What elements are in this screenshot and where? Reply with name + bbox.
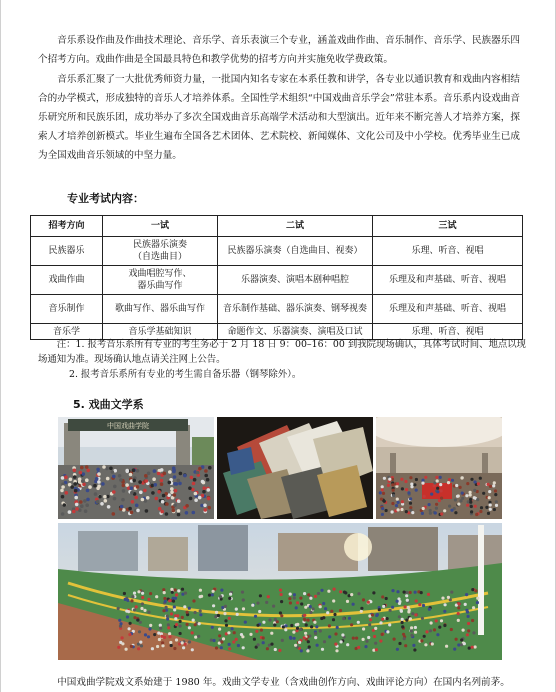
cell-round2: 命题作文、乐器演奏、演唱及口试 xyxy=(218,324,373,340)
col-header-round3: 三试 xyxy=(373,216,523,237)
exam-table xyxy=(30,215,523,340)
cell-round1: 歌曲写作、器乐曲写作 xyxy=(103,295,218,324)
section-5-heading: 5. 戏曲文学系 xyxy=(73,398,144,411)
panoramic-group-photo xyxy=(58,523,502,660)
cell-round2: 乐器演奏、演唱本剧种唱腔 xyxy=(218,266,373,295)
cell-round3: 乐理及和声基础、听音、视唱 xyxy=(373,266,523,295)
exam-content-heading: 专业考试内容： xyxy=(67,192,144,205)
cell-round1: 音乐学基础知识 xyxy=(103,324,218,340)
drama-literature-intro: 中国戏曲学院戏文系始建于 1980 年。戏曲文学专业（含戏曲创作方向、戏曲评论方向）在国内名列前茅。 xyxy=(57,677,510,688)
exam-table-header-row xyxy=(31,216,523,237)
cell-direction: 音乐制作 xyxy=(31,295,103,324)
intro-paragraph-2: 音乐系汇聚了一大批优秀师资力量，一批国内知名专家在本系任教和讲学，各专业以通识教育和戏曲内容相结合的办学模式，形成独特的音乐人才培养体系。全国性学术组织“中国戏曲音乐学会”常驻本系。音乐系内设戏曲音乐研究所和民族乐团，成功举办了多次全国戏曲音乐高端学术活动和大型演出。近年来不断完善人才培养方案，探索人才培养创新模式。毕业生遍布全国各艺术团体、艺术院校、新闻媒体、文化公司及中小学校。优秀毕业生已成为全国戏曲音乐领域的中坚力量。 xyxy=(38,74,520,161)
cell-direction: 戏曲作曲 xyxy=(31,266,103,295)
cell-round1: 民族器乐演奏 （自选曲目） xyxy=(103,237,218,266)
col-header-direction: 招考方向 xyxy=(31,216,103,237)
cell-direction: 音乐学 xyxy=(31,324,103,340)
exam-note-1: 注：1. 报考音乐系所有专业的考生务必于 2 月 18 日 9：00–16：00 到我院现场确认，具体考试时间、地点以现场通知为准。现场确认地点请关注网上公告。 xyxy=(38,339,526,365)
cell-round2: 民族器乐演奏（自选曲目、视奏） xyxy=(218,237,373,266)
intro-paragraph-1: 音乐系设作曲及作曲技术理论、音乐学、音乐表演三个专业，涵盖戏曲作曲、音乐制作、音乐学、民族器乐四个招考方向。戏曲作曲是全国最具特色和教学优势的招考方向并实施免收学费政策。 xyxy=(38,35,520,65)
table-row xyxy=(31,266,523,295)
books-photo xyxy=(217,417,373,519)
cell-round3: 乐理、听音、视唱 xyxy=(373,237,523,266)
col-header-round2: 二试 xyxy=(218,216,373,237)
exam-note-2: 2. 报考音乐系所有专业的考生需自备乐器（钢琴除外）。 xyxy=(69,369,302,380)
cell-round3: 乐理及和声基础、听音、视唱 xyxy=(373,295,523,324)
lobby-group-photo xyxy=(376,417,502,519)
cell-round3: 乐理、听音、视唱 xyxy=(373,324,523,340)
table-row xyxy=(31,237,523,266)
group-photo-campus-gate xyxy=(58,417,214,519)
cell-direction: 民族器乐 xyxy=(31,237,103,266)
cell-round2: 音乐制作基础、器乐演奏、钢琴视奏 xyxy=(218,295,373,324)
table-row xyxy=(31,295,523,324)
cell-round1: 戏曲唱腔写作、 器乐曲写作 xyxy=(103,266,218,295)
gate-sign-text: 中国戏曲学院 xyxy=(107,422,149,430)
col-header-round1: 一试 xyxy=(103,216,218,237)
